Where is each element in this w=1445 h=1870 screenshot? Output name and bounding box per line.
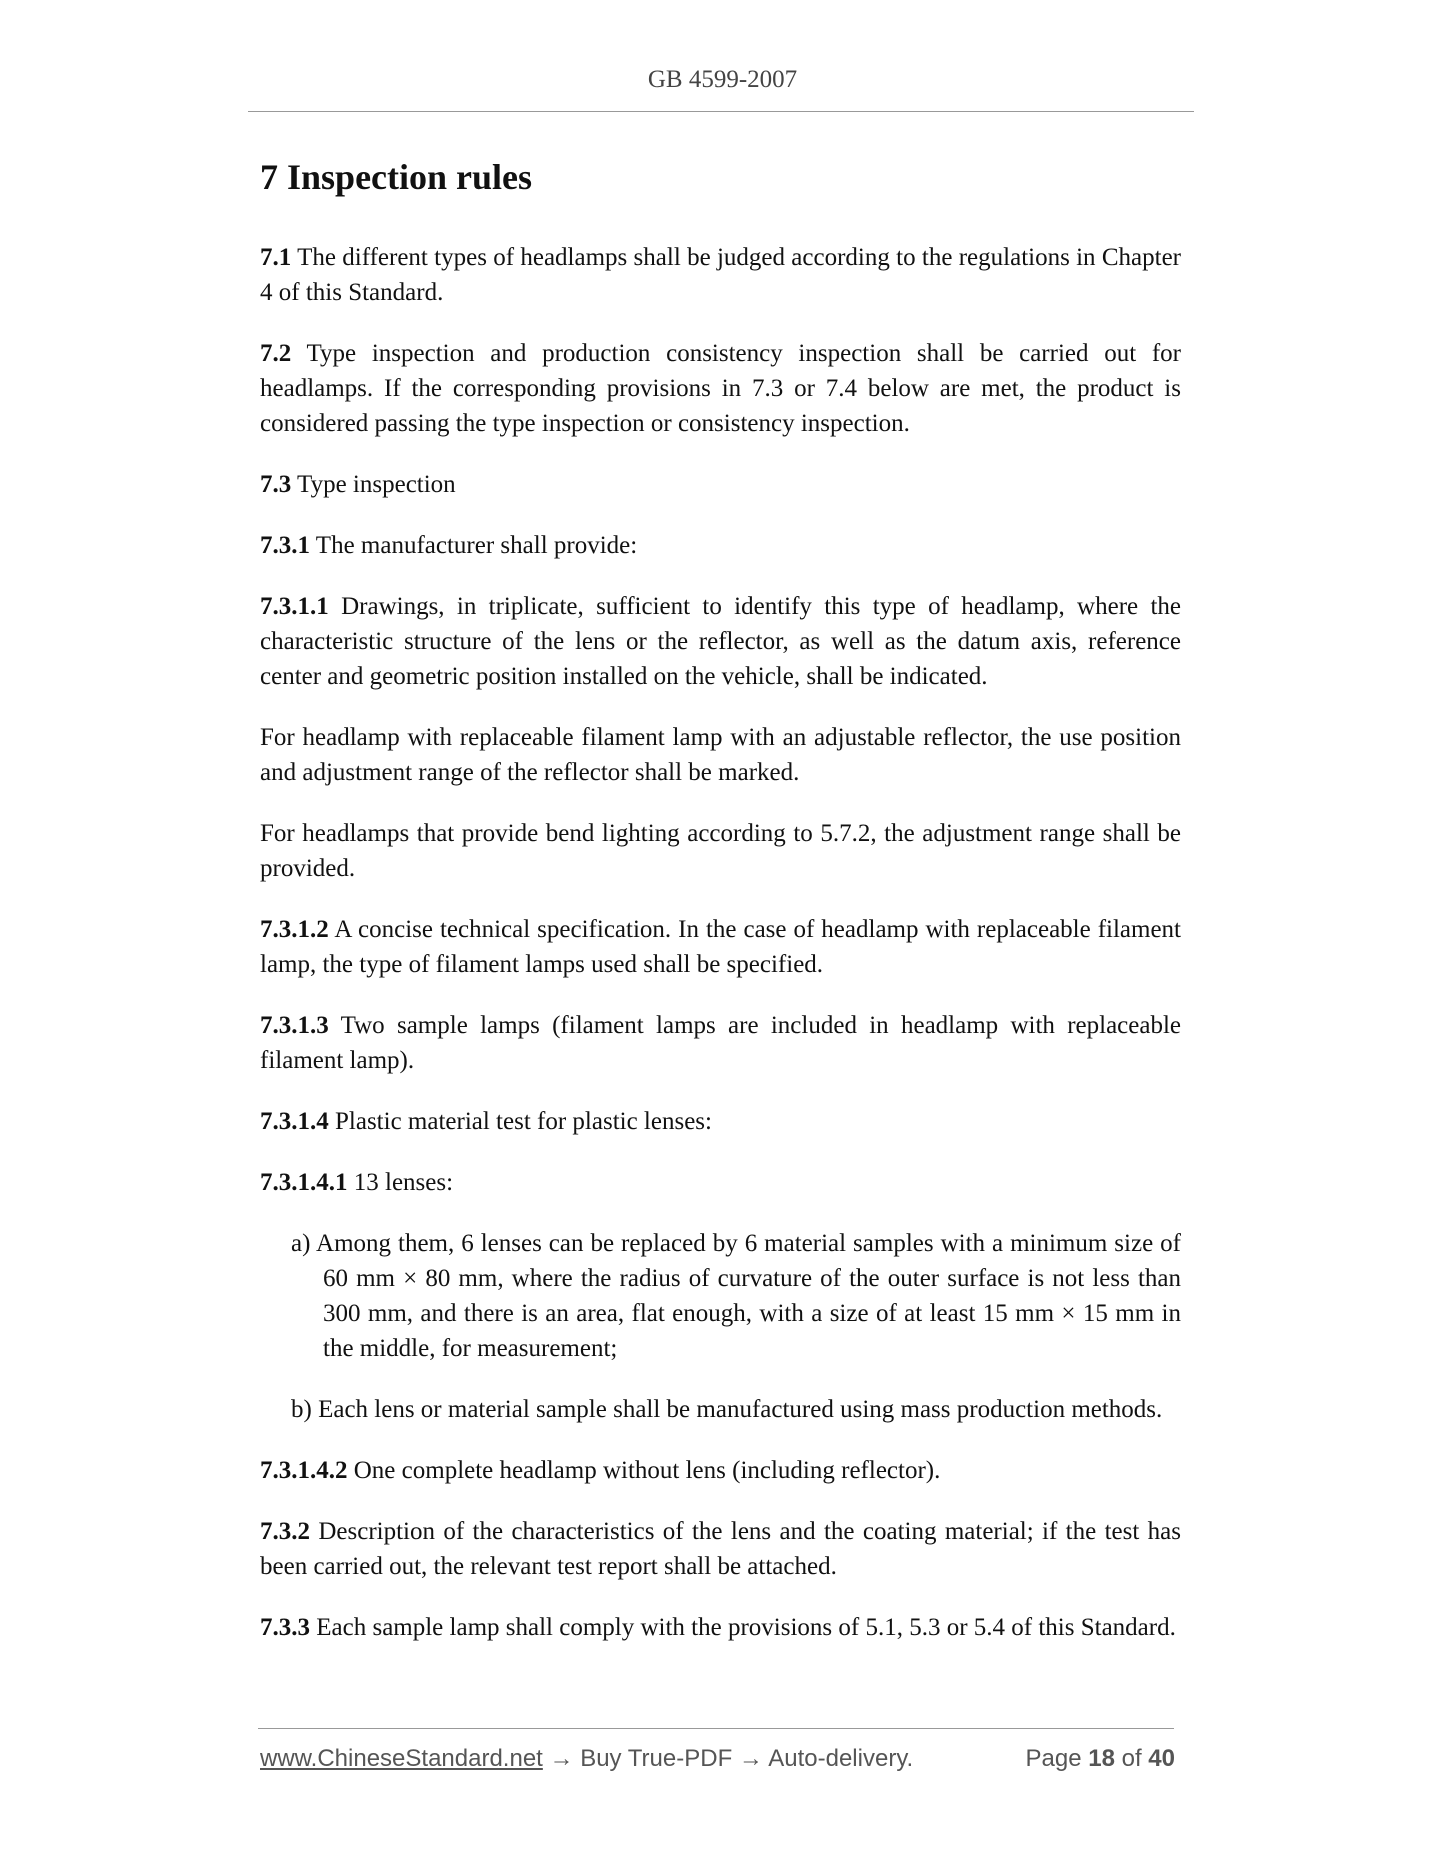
clause-text: One complete headlamp without lens (including reflector).: [347, 1457, 941, 1484]
of-label: of: [1121, 1745, 1142, 1772]
content-area: [260, 152, 1181, 1671]
clause-7-1: [260, 240, 1181, 310]
arrow-right-icon: →: [542, 1745, 581, 1772]
clause-7-3-1-4-1: [260, 1165, 1181, 1200]
clause-text: Plastic material test for plastic lenses:: [328, 1108, 712, 1135]
clause-number: 7.3.1.4.2: [260, 1457, 348, 1484]
buy-true-pdf-text: Buy True-PDF: [580, 1745, 733, 1772]
arrow-right-icon: →: [732, 1745, 769, 1772]
website-link[interactable]: www.ChineseStandard.net: [260, 1745, 543, 1772]
clause-7-2: [260, 336, 1181, 441]
page-label: Page: [1025, 1745, 1082, 1772]
footer-divider: [258, 1728, 1174, 1729]
clause-text: The different types of headlamps shall be judged according to the regulations in Chapter 4 of this Standard.: [260, 244, 1181, 306]
footer: [260, 1745, 1175, 1779]
clause-text: Each sample lamp shall comply with the provisions of 5.1, 5.3 or 5.4 of this Standard.: [310, 1614, 1176, 1641]
clause-number: 7.3.1.4.1: [260, 1169, 348, 1196]
clause-7-3-1-1: [260, 589, 1181, 694]
clause-7-3-1-2: [260, 912, 1181, 982]
clause-number: 7.3: [260, 471, 292, 498]
paragraph-adjustable-reflector: For headlamp with replaceable filament lamp with an adjustable reflector, the use position and adjustment range of the reflector shall be marked.: [260, 724, 1181, 786]
clause-text: Two sample lamps (filament lamps are included in headlamp with replaceable filament lamp).: [260, 1012, 1181, 1074]
list-item-b: b) Each lens or material sample shall be manufactured using mass production methods.: [291, 1396, 1163, 1423]
clause-7-3-2: [260, 1514, 1181, 1584]
auto-delivery-text: Auto-delivery.: [768, 1745, 914, 1772]
section-title: 7 Inspection rules: [260, 157, 533, 197]
page-total: 40: [1148, 1745, 1175, 1772]
clause-text: Description of the characteristics of the lens and the coating material; if the test has been carried out, the relevant test report shall be attached.: [260, 1518, 1181, 1580]
clause-text: Type inspection and production consistency inspection shall be carried out for headlamps. If the corresponding provisions in 7.3 or 7.4 below are met, the product is considered passing the type inspection or consistency inspection.: [260, 340, 1181, 437]
clause-number: 7.3.2: [260, 1518, 310, 1545]
page-indicator: [1026, 1745, 1176, 1773]
clause-7-3-1-4-2: [260, 1453, 1181, 1488]
clause-text: 13 lenses:: [347, 1169, 454, 1196]
list-item-a: a) Among them, 6 lenses can be replaced by 6 material samples with a minimum size of 60 mm × 80 mm, where the radius of curvature of the outer surface is not less than 300 mm, and there is an area, flat enough, with a size of at least 15 mm × 15 mm in the middle, for measurement;: [291, 1230, 1181, 1362]
clause-text: A concise technical specification. In the case of headlamp with replaceable filament lamp, the type of filament lamps used shall be specified.: [260, 916, 1181, 978]
clause-number: 7.3.1.3: [260, 1012, 329, 1039]
clause-text: Drawings, in triplicate, sufficient to identify this type of headlamp, where the characteristic structure of the lens or the reflector, as well as the datum axis, reference center and geometric position installed on the vehicle, shall be indicated.: [260, 593, 1181, 690]
clause-text: Type inspection: [291, 471, 456, 498]
clause-number: 7.1: [260, 244, 292, 271]
clause-number: 7.3.3: [260, 1614, 310, 1641]
clause-number: 7.2: [260, 340, 292, 367]
clause-7-3-3: [260, 1610, 1181, 1645]
page-number: 18: [1088, 1745, 1115, 1772]
clause-7-3: [260, 467, 1181, 502]
header-divider: [248, 111, 1194, 112]
clause-number: 7.3.1.2: [260, 916, 329, 943]
clause-number: 7.3.1: [260, 532, 310, 559]
clause-7-3-1: [260, 528, 1181, 563]
clause-7-3-1-3: [260, 1008, 1181, 1078]
clause-number: 7.3.1.4: [260, 1108, 329, 1135]
clause-number: 7.3.1.1: [260, 593, 329, 620]
header-title: GB 4599-2007: [647, 66, 798, 93]
clause-text: The manufacturer shall provide:: [310, 532, 638, 559]
paragraph-bend-lighting: For headlamps that provide bend lighting according to 5.7.2, the adjustment range shall be provided.: [260, 820, 1181, 882]
clause-7-3-1-4: [260, 1104, 1181, 1139]
